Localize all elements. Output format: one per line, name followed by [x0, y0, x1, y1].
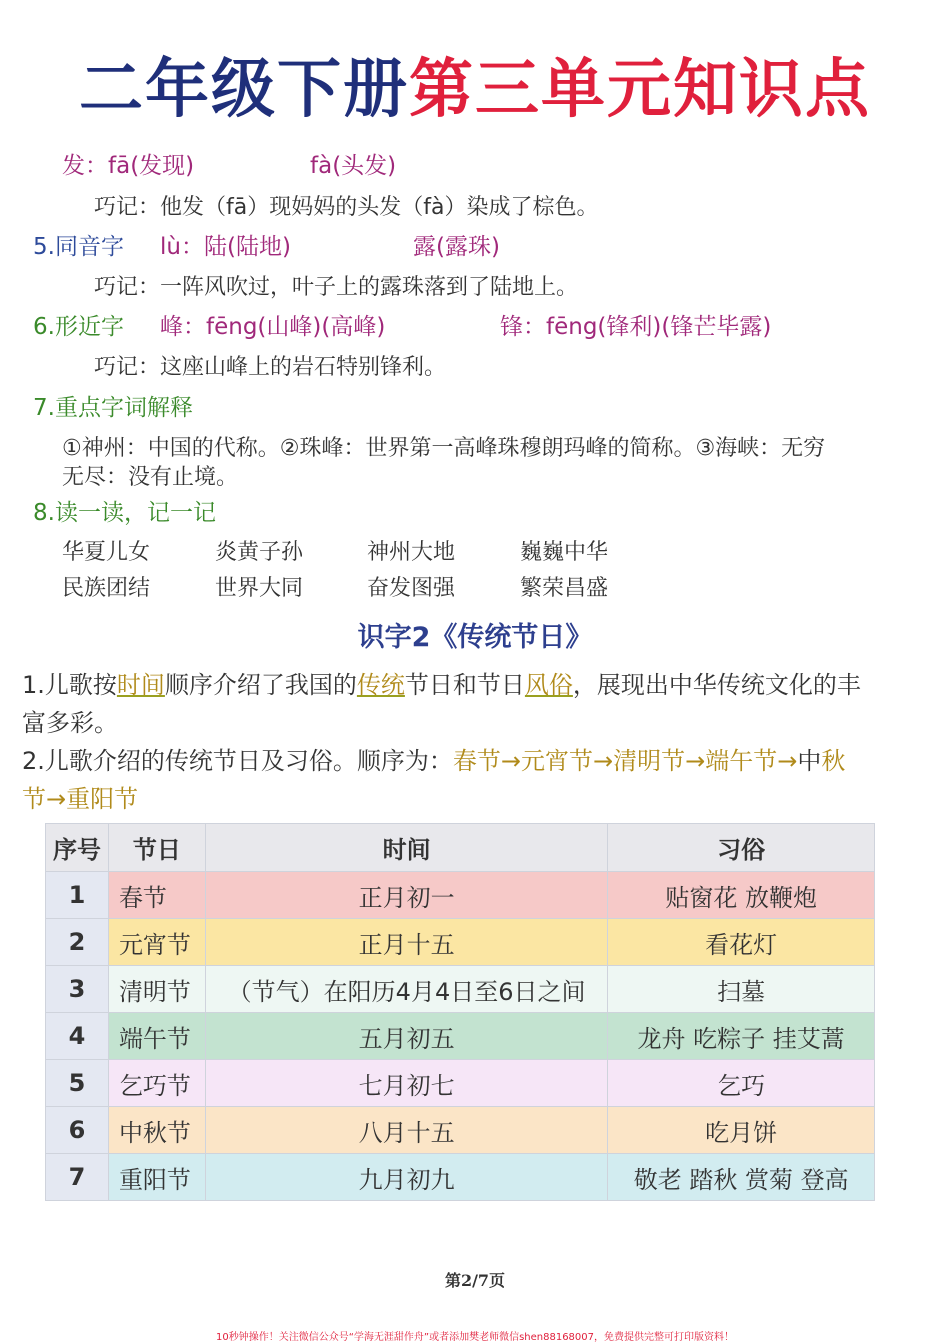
- festival-time: 正月十五: [205, 919, 607, 966]
- row-number: 7: [46, 1154, 109, 1201]
- festival-custom: 敬老 踏秋 赏菊 登高: [608, 1154, 875, 1201]
- header-custom: 习俗: [608, 824, 875, 872]
- festival-custom: 看花灯: [608, 919, 875, 966]
- p2-text: 中: [797, 747, 822, 775]
- p1-text: 顺序介绍了我国的: [164, 671, 357, 699]
- festival-name: 元宵节: [108, 919, 205, 966]
- p1-keyword-time: 时间: [116, 671, 165, 699]
- title-grade: 二年级下册: [79, 53, 409, 127]
- similar-mnemonic: 巧记：这座山峰上的岩石特别锋利。: [94, 355, 447, 380]
- festival-name: 中秋节: [108, 1107, 205, 1154]
- row-number: 1: [46, 872, 109, 919]
- fa-pinyin-right: fà(头发): [310, 153, 397, 179]
- festival-custom: 吃月饼: [608, 1107, 875, 1154]
- row-number: 2: [46, 919, 109, 966]
- similar-right: 锋：fēng(锋利)(锋芒毕露): [500, 314, 772, 340]
- festival-time: 五月初五: [205, 1013, 607, 1060]
- p1-text: 1.儿歌按: [22, 671, 117, 699]
- festival-name: 春节: [108, 872, 205, 919]
- word-item: 华夏儿女: [62, 540, 151, 565]
- p1-text: 节日和节日: [404, 671, 525, 699]
- festival-custom: 龙舟 吃粽子 挂艾蒿: [608, 1013, 875, 1060]
- fa-pinyin-left: 发：fā(发现): [62, 153, 195, 179]
- word-item: 炎黄子孙: [215, 540, 304, 565]
- section-8-label: 8.读一读，记一记: [33, 500, 216, 526]
- header-number: 序号: [46, 824, 109, 872]
- festival-name: 乞巧节: [108, 1060, 205, 1107]
- p1-keyword-tradition: 传统: [356, 671, 405, 699]
- explanation-line-1: ①神州：中国的代称。②珠峰：世界第一高峰珠穆朗玛峰的简称。③海峡：无穷: [62, 436, 826, 461]
- row-number: 3: [46, 966, 109, 1013]
- p1-text: 富多彩。: [22, 709, 118, 737]
- festival-custom: 贴窗花 放鞭炮: [608, 872, 875, 919]
- word-item: 神州大地: [367, 540, 456, 565]
- table-row: [46, 1060, 875, 1107]
- table-row: [46, 872, 875, 919]
- table-row: [46, 1013, 875, 1060]
- p2-text: 2.儿歌介绍的传统节日及习俗。顺序为：: [22, 747, 453, 775]
- similar-left: 峰：fēng(山峰)(高峰): [160, 314, 386, 340]
- table-row: [46, 1107, 875, 1154]
- row-number: 6: [46, 1107, 109, 1154]
- section-5-label: 5.同音字: [33, 234, 124, 260]
- festival-time: 七月初七: [205, 1060, 607, 1107]
- festival-table: [45, 823, 875, 1201]
- section-6-label: 6.形近字: [33, 314, 124, 340]
- word-item: 奋发图强: [367, 576, 456, 601]
- festival-name: 清明节: [108, 966, 205, 1013]
- p2-festival-order: 春节→元宵节→清明节→端午节→: [452, 747, 798, 775]
- paragraph-2: [22, 742, 922, 818]
- festival-name: 重阳节: [108, 1154, 205, 1201]
- table-row: [46, 1154, 875, 1201]
- explanation-line-2: 无尽：没有止境。: [62, 465, 239, 490]
- p2-festival-order: 秋: [821, 747, 846, 775]
- table-row: [46, 966, 875, 1013]
- word-item: 民族团结: [62, 576, 151, 601]
- lesson-title: 识字2《传统节日》: [357, 622, 593, 653]
- fa-mnemonic: 巧记：他发（fā）现妈妈的头发（fà）染成了棕色。: [94, 195, 599, 220]
- page-title: [0, 50, 950, 130]
- p2-festival-order: 节→重阳节: [22, 785, 139, 813]
- word-item: 繁荣昌盛: [520, 576, 609, 601]
- page-number: 第2/7页: [444, 1271, 506, 1290]
- homophone-left: lù：陆(陆地): [160, 234, 291, 260]
- homophone-mnemonic: 巧记：一阵风吹过，叶子上的露珠落到了陆地上。: [94, 275, 579, 300]
- p1-text: ，展现出中华传统文化的丰: [572, 671, 861, 699]
- festival-time: 八月十五: [205, 1107, 607, 1154]
- table-row: [46, 919, 875, 966]
- title-unit: 第三单元知识点: [409, 53, 871, 127]
- header-time: 时间: [205, 824, 607, 872]
- homophone-right: 露(露珠): [413, 234, 500, 260]
- p1-keyword-custom: 风俗: [524, 671, 573, 699]
- festival-time: 九月初九: [205, 1154, 607, 1201]
- table-header-row: [46, 824, 875, 872]
- word-item: 世界大同: [215, 576, 304, 601]
- header-festival: 节日: [108, 824, 205, 872]
- festival-time: （节气）在阳历4月4日至6日之间: [205, 966, 607, 1013]
- paragraph-1: [22, 666, 922, 742]
- row-number: 4: [46, 1013, 109, 1060]
- section-7-label: 7.重点字词解释: [33, 395, 193, 421]
- festival-time: 正月初一: [205, 872, 607, 919]
- festival-custom: 乞巧: [608, 1060, 875, 1107]
- row-number: 5: [46, 1060, 109, 1107]
- festival-custom: 扫墓: [608, 966, 875, 1013]
- word-item: 巍巍中华: [520, 540, 609, 565]
- footer-notice: 10秒钟操作！关注微信公众号“学海无涯甜作舟”或者添加樊老师微信shen88168007，免费提供完整可打印版资料！: [215, 1332, 735, 1343]
- festival-name: 端午节: [108, 1013, 205, 1060]
